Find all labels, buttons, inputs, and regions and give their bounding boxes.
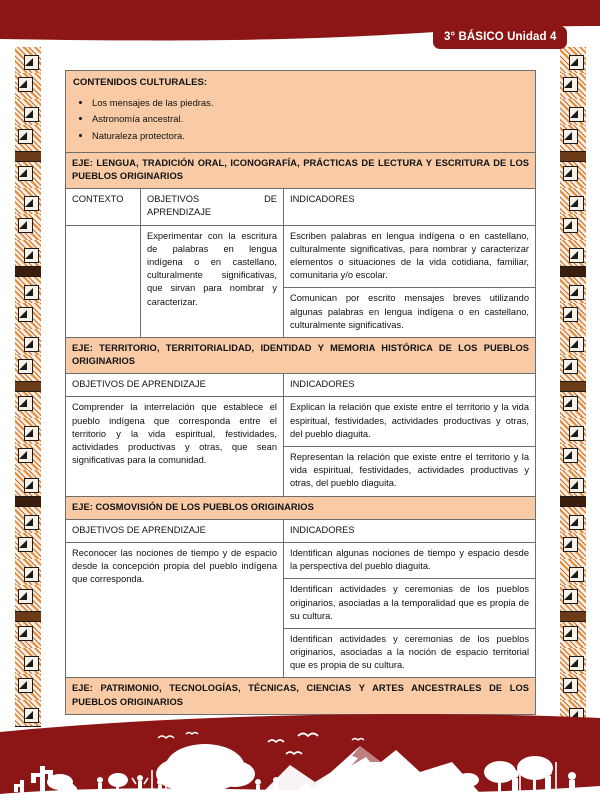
ribbon-triangle (564, 592, 572, 600)
ribbon-triangle (19, 592, 27, 600)
indicador-cell: Identifican actividades y ceremonias de los pueblos originarios, asociadas a la noción de espacio territorial que es propia de su cultura. (284, 628, 536, 678)
ribbon-tile (15, 622, 41, 648)
ribbon-triangle (570, 340, 578, 348)
col-header-indicadores: INDICADORES (284, 519, 536, 542)
ribbon-tile (15, 444, 41, 470)
contexto-cell (66, 225, 141, 337)
ribbon-tile (15, 99, 41, 125)
table-row-content-3a (66, 542, 536, 578)
table-row-headers-3 (66, 519, 536, 542)
ribbon-tile (560, 355, 586, 381)
ribbon-triangle (25, 251, 33, 259)
contenidos-cell (66, 71, 536, 153)
ribbon-tile (15, 355, 41, 381)
ribbon-tile (560, 162, 586, 188)
ribbon-triangle (19, 169, 27, 177)
ribbon-triangle (19, 221, 27, 229)
ribbon-triangle (564, 362, 572, 370)
ribbon-triangle (564, 80, 572, 88)
ribbon-triangle (570, 429, 578, 437)
ribbon-triangle (570, 288, 578, 296)
ribbon-tile (15, 418, 41, 444)
ribbon-triangle (570, 199, 578, 207)
col-header-objetivos: OBJETIVOS DE APRENDIZAJE (141, 189, 284, 225)
ribbon-tile (560, 214, 586, 240)
ribbon-triangle (570, 58, 578, 66)
ribbon-bar (15, 381, 41, 392)
ribbon-tile (15, 329, 41, 355)
ribbon-tile (15, 214, 41, 240)
ribbon-tile (560, 277, 586, 303)
table-row-contenidos (66, 71, 536, 153)
ribbon-triangle (19, 80, 27, 88)
indicador-cell: Identifican actividades y ceremonias de los pueblos originarios, asociadas a la temporalidad que es propia de su cultura. (284, 579, 536, 629)
ribbon-tile (560, 507, 586, 533)
ribbon-triangle (25, 199, 33, 207)
ribbon-tile (15, 303, 41, 329)
ribbon-triangle (564, 451, 572, 459)
ribbon-tile (15, 47, 41, 73)
ribbon-tile (560, 622, 586, 648)
ribbon-tile (15, 125, 41, 151)
ribbon-tile (560, 418, 586, 444)
curriculum-table (65, 70, 536, 715)
ribbon-triangle (564, 681, 572, 689)
ribbon-tile (560, 444, 586, 470)
ribbon-bar (560, 381, 586, 392)
ribbon-tile (560, 73, 586, 99)
table-row-headers-1 (66, 189, 536, 225)
ribbon-triangle (564, 629, 572, 637)
ribbon-bar (560, 611, 586, 622)
ribbon-triangle (564, 221, 572, 229)
ribbon-triangle (19, 310, 27, 318)
ribbon-triangle (19, 629, 27, 637)
ribbon-tile (15, 648, 41, 674)
objetivo-cell: Comprender la interrelación que establece el pueblo indígena que corresponda entre el territorio y la vida espiritual, festividades, actividades productivas y otras, que sean significativas para la comunidad. (66, 397, 284, 496)
ribbon-tile (15, 162, 41, 188)
ribbon-triangle (570, 659, 578, 667)
ribbon-triangle (25, 481, 33, 489)
ribbon-triangle (19, 132, 27, 140)
ribbon-tile (15, 585, 41, 611)
ribbon-triangle (25, 659, 33, 667)
ribbon-bar (560, 496, 586, 507)
ribbon-bar (15, 151, 41, 162)
ribbon-tile (560, 585, 586, 611)
indicador-cell: Identifican algunas nociones de tiempo y espacio desde la perspectiva del pueblo diaguita. (284, 542, 536, 578)
ribbon-triangle (570, 251, 578, 259)
col-header-objetivos: OBJETIVOS DE APRENDIZAJE (66, 519, 284, 542)
ribbon-tile (15, 392, 41, 418)
ribbon-tile (15, 470, 41, 496)
ribbon-tile (560, 392, 586, 418)
ribbon-triangle (19, 451, 27, 459)
ribbon-tile (560, 674, 586, 700)
ribbon-triangle (25, 288, 33, 296)
ribbon-triangle (19, 399, 27, 407)
ribbon-triangle (25, 429, 33, 437)
bottom-landscape-illustration (0, 710, 600, 800)
table-row-headers-2 (66, 374, 536, 397)
right-decorative-ribbon (560, 47, 586, 727)
ribbon-triangle (25, 570, 33, 578)
eje-heading-territorio: EJE: TERRITORIO, TERRITORIALIDAD, IDENTIDAD Y MEMORIA HISTÓRICA DE LOS PUEBLOS ORIGINARIOS (66, 337, 536, 373)
ribbon-triangle (564, 399, 572, 407)
ribbon-bar (560, 266, 586, 277)
eje-heading-cosmovision: EJE: COSMOVISIÓN DE LOS PUEBLOS ORIGINARIOS (66, 496, 536, 519)
table-row-content-1a (66, 225, 536, 288)
ribbon-tile (560, 329, 586, 355)
ribbon-triangle (25, 110, 33, 118)
table-row-content-2a (66, 397, 536, 447)
contenidos-list (72, 95, 529, 147)
list-item: • Naturaleza protectora. (92, 128, 529, 145)
col-header-contexto: CONTEXTO (66, 189, 141, 225)
table-row-eje-1 (66, 152, 536, 188)
contenidos-title: CONTENIDOS CULTURALES: (73, 77, 208, 88)
eje-heading-patrimonio: EJE: PATRIMONIO, TECNOLOGÍAS, TÉCNICAS, CIENCIAS Y ARTES ANCESTRALES DE LOS PUEBLOS ORIGINARIOS (66, 678, 536, 714)
ribbon-bar (15, 611, 41, 622)
ribbon-tile (560, 470, 586, 496)
indicador-cell: Representan la relación que existe entre el territorio y la vida espiritual, festividades, actividades productivas y otras, del pueblo diaguita. (284, 447, 536, 497)
ribbon-triangle (25, 518, 33, 526)
list-item: • Astronomía ancestral. (92, 111, 529, 128)
ribbon-tile (15, 188, 41, 214)
objetivo-cell: Experimentar con la escritura de palabras en lengua indígena o en castellano, culturalmente significativas, que sirvan para nombrar y caracterizar. (141, 225, 284, 337)
ribbon-triangle (19, 362, 27, 370)
ribbon-triangle (570, 481, 578, 489)
ribbon-tile (560, 303, 586, 329)
ribbon-triangle (564, 310, 572, 318)
ribbon-triangle (570, 110, 578, 118)
ribbon-tile (15, 533, 41, 559)
ribbon-tile (560, 648, 586, 674)
ribbon-tile (560, 559, 586, 585)
table-row-eje-4 (66, 678, 536, 714)
ribbon-tile (15, 277, 41, 303)
indicador-cell: Escriben palabras en lengua indígena o en castellano, culturalmente significativas, para nombrar y caracterizar elementos o situaciones de la vida cotidiana, familiar, comunitaria y/o escolar. (284, 225, 536, 288)
ribbon-triangle (25, 340, 33, 348)
col-header-objetivos: OBJETIVOS DE APRENDIZAJE (66, 374, 284, 397)
col-header-indicadores: INDICADORES (284, 374, 536, 397)
table-row-eje-3 (66, 496, 536, 519)
ribbon-triangle (570, 570, 578, 578)
ribbon-tile (15, 674, 41, 700)
objetivo-cell: Reconocer las nociones de tiempo y de espacio desde la concepción propia del pueblo indígena que corresponda. (66, 542, 284, 678)
ribbon-bar (15, 266, 41, 277)
ribbon-tile (15, 73, 41, 99)
ribbon-triangle (19, 681, 27, 689)
list-item: • Los mensajes de las piedras. (92, 95, 529, 112)
ribbon-bar (15, 496, 41, 507)
ribbon-triangle (25, 58, 33, 66)
ribbon-tile (560, 188, 586, 214)
ribbon-tile (560, 240, 586, 266)
unit-badge: 3° BÁSICO Unidad 4 (433, 26, 567, 49)
ribbon-triangle (570, 518, 578, 526)
ribbon-tile (560, 533, 586, 559)
ribbon-tile (15, 559, 41, 585)
ribbon-tile (560, 125, 586, 151)
table-row-eje-2 (66, 337, 536, 373)
ribbon-bar (560, 151, 586, 162)
ribbon-tile (560, 47, 586, 73)
ribbon-triangle (564, 132, 572, 140)
indicador-cell: Explican la relación que existe entre el territorio y la vida espiritual, festividades, actividades productivas y otras, del pueblo diaguita. (284, 397, 536, 447)
indicador-cell: Comunican por escrito mensajes breves utilizando algunas palabras en lengua indígena o en castellano, culturalmente significativas. (284, 288, 536, 338)
col-header-indicadores: INDICADORES (284, 189, 536, 225)
eje-heading-lengua: EJE: LENGUA, TRADICIÓN ORAL, ICONOGRAFÍA, PRÁCTICAS DE LECTURA Y ESCRITURA DE LOS PUEBLOS ORIGINARIOS (66, 152, 536, 188)
ribbon-triangle (19, 540, 27, 548)
ribbon-triangle (564, 169, 572, 177)
ribbon-tile (560, 99, 586, 125)
ribbon-tile (15, 507, 41, 533)
left-decorative-ribbon (15, 47, 41, 727)
ribbon-triangle (564, 540, 572, 548)
ribbon-tile (15, 240, 41, 266)
